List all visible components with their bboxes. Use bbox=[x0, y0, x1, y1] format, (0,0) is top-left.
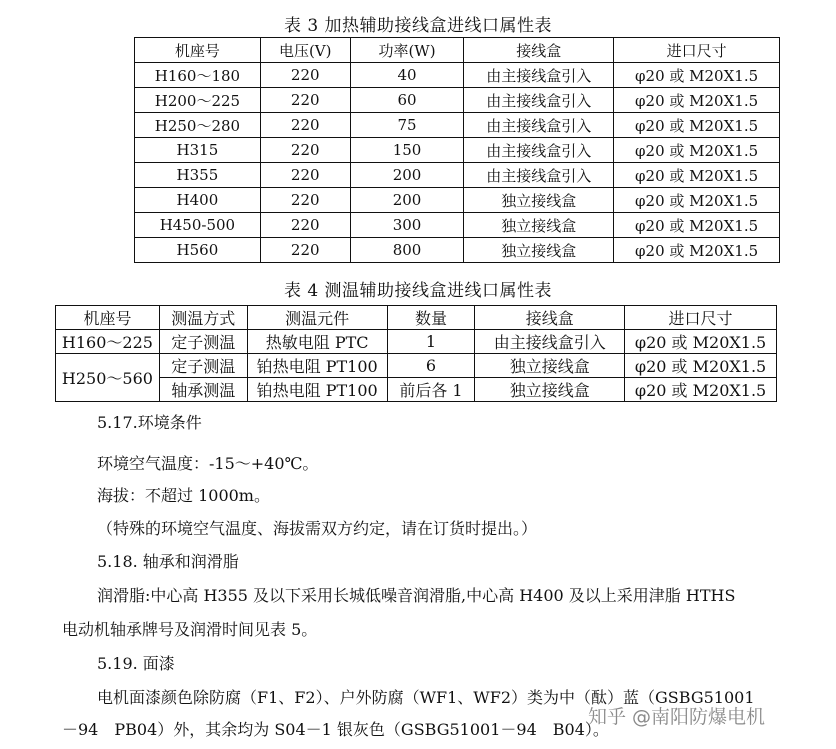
table-row bbox=[135, 213, 780, 238]
table-cell: 1 bbox=[387, 330, 475, 354]
table-cell: 前后各 1 bbox=[387, 378, 475, 402]
table-cell: 由主接线盒引入 bbox=[464, 113, 614, 138]
table-cell: φ20 或 M20X1.5 bbox=[625, 378, 777, 402]
watermark: 知乎 @南阳防爆电机 bbox=[588, 706, 766, 728]
t3-header-box: 接线盒 bbox=[464, 38, 614, 63]
t4-header-quantity: 数量 bbox=[387, 306, 475, 330]
table-cell: H160～180 bbox=[135, 63, 261, 88]
table-cell: 6 bbox=[387, 354, 475, 378]
table-cell: 200 bbox=[350, 188, 464, 213]
table3 bbox=[134, 37, 780, 263]
table-cell: H250～280 bbox=[135, 113, 261, 138]
table4 bbox=[55, 305, 777, 402]
table-cell: H315 bbox=[135, 138, 261, 163]
table-cell: 由主接线盒引入 bbox=[464, 88, 614, 113]
table-cell: φ20 或 M20X1.5 bbox=[614, 63, 780, 88]
table-cell: 由主接线盒引入 bbox=[464, 138, 614, 163]
table-cell: φ20 或 M20X1.5 bbox=[625, 330, 777, 354]
paint-paragraph-line2: －94 PB04）外，其余均为 S04－1 银灰色（GSBG51001－94 B04）。 bbox=[62, 720, 609, 739]
table-row bbox=[56, 354, 777, 378]
table-cell: 独立接线盒 bbox=[475, 378, 625, 402]
table-cell: 220 bbox=[260, 113, 350, 138]
table-cell: 热敏电阻 PTC bbox=[247, 330, 387, 354]
t3-header-frame: 机座号 bbox=[135, 38, 261, 63]
table-cell: 220 bbox=[260, 188, 350, 213]
t4-header-method: 测温方式 bbox=[159, 306, 247, 330]
grease-paragraph-line2: 电动机轴承牌号及润滑时间见表 5。 bbox=[62, 620, 318, 639]
section-5-19-heading: 5.19. 面漆 bbox=[97, 654, 175, 673]
t3-header-power: 功率(W) bbox=[350, 38, 464, 63]
table-cell: 由主接线盒引入 bbox=[475, 330, 625, 354]
table-cell: φ20 或 M20X1.5 bbox=[614, 163, 780, 188]
table-cell: 独立接线盒 bbox=[464, 238, 614, 263]
table-cell: φ20 或 M20X1.5 bbox=[614, 188, 780, 213]
table-cell: 220 bbox=[260, 63, 350, 88]
table-cell-merged-frame: H250～560 bbox=[56, 354, 160, 402]
table-cell: 60 bbox=[350, 88, 464, 113]
ambient-temperature: 环境空气温度：-15～+40℃。 bbox=[97, 454, 319, 473]
table-cell: 轴承测温 bbox=[159, 378, 247, 402]
table-cell: φ20 或 M20X1.5 bbox=[625, 354, 777, 378]
table-cell: 220 bbox=[260, 238, 350, 263]
t4-header-element: 测温元件 bbox=[247, 306, 387, 330]
table-row bbox=[135, 113, 780, 138]
table-cell: 300 bbox=[350, 213, 464, 238]
table3-caption: 表 3 加热辅助接线盒进线口属性表 bbox=[283, 16, 553, 36]
table-cell: φ20 或 M20X1.5 bbox=[614, 88, 780, 113]
table-cell: 铂热电阻 PT100 bbox=[247, 378, 387, 402]
table-cell: 800 bbox=[350, 238, 464, 263]
table-cell: φ20 或 M20X1.5 bbox=[614, 138, 780, 163]
table-cell: φ20 或 M20X1.5 bbox=[614, 238, 780, 263]
altitude: 海拔：不超过 1000m。 bbox=[97, 486, 270, 505]
table-cell: 220 bbox=[260, 213, 350, 238]
table-cell: H450-500 bbox=[135, 213, 261, 238]
table-row bbox=[135, 188, 780, 213]
table-cell: 75 bbox=[350, 113, 464, 138]
table-row bbox=[135, 138, 780, 163]
table-cell: H355 bbox=[135, 163, 261, 188]
section-5-17-heading: 5.17.环境条件 bbox=[97, 413, 202, 432]
table-cell: 独立接线盒 bbox=[464, 188, 614, 213]
paint-paragraph-line1: 电机面漆颜色除防腐（F1、F2）、户外防腐（WF1、WF2）类为中（酞）蓝（GSBG51001 bbox=[97, 688, 755, 707]
table-row bbox=[56, 378, 777, 402]
t3-header-voltage: 电压(V) bbox=[260, 38, 350, 63]
table-cell: φ20 或 M20X1.5 bbox=[614, 113, 780, 138]
table-cell: 220 bbox=[260, 88, 350, 113]
table-cell: H200～225 bbox=[135, 88, 261, 113]
t4-header-box: 接线盒 bbox=[475, 306, 625, 330]
table-cell: H400 bbox=[135, 188, 261, 213]
table-cell: 独立接线盒 bbox=[464, 213, 614, 238]
table-cell: 定子测温 bbox=[159, 354, 247, 378]
table-row bbox=[56, 330, 777, 354]
t4-header-frame: 机座号 bbox=[56, 306, 160, 330]
table-row bbox=[135, 88, 780, 113]
table-cell: 150 bbox=[350, 138, 464, 163]
table-row bbox=[135, 238, 780, 263]
table-row bbox=[135, 163, 780, 188]
table-cell: 220 bbox=[260, 138, 350, 163]
table4-caption: 表 4 测温辅助接线盒进线口属性表 bbox=[283, 281, 553, 301]
table-cell: 200 bbox=[350, 163, 464, 188]
table-row bbox=[135, 63, 780, 88]
section-5-18-heading: 5.18. 轴承和润滑脂 bbox=[97, 552, 239, 571]
table-cell: 40 bbox=[350, 63, 464, 88]
table-cell: 铂热电阻 PT100 bbox=[247, 354, 387, 378]
t4-header-size: 进口尺寸 bbox=[625, 306, 777, 330]
table3-header-row bbox=[135, 38, 780, 63]
table4-header-row bbox=[56, 306, 777, 330]
table-cell: 220 bbox=[260, 163, 350, 188]
grease-paragraph-line1: 润滑脂:中心高 H355 及以下采用长城低噪音润滑脂,中心高 H400 及以上采用津脂 HTHS bbox=[97, 586, 736, 605]
special-conditions-note: （特殊的环境空气温度、海拔需双方约定，请在订货时提出。） bbox=[97, 519, 538, 538]
table-cell: 独立接线盒 bbox=[475, 354, 625, 378]
table-cell: φ20 或 M20X1.5 bbox=[614, 213, 780, 238]
table-cell: 由主接线盒引入 bbox=[464, 63, 614, 88]
table-cell: 由主接线盒引入 bbox=[464, 163, 614, 188]
table-cell: 定子测温 bbox=[159, 330, 247, 354]
table-cell: H560 bbox=[135, 238, 261, 263]
table-cell: H160～225 bbox=[56, 330, 160, 354]
t3-header-size: 进口尺寸 bbox=[614, 38, 780, 63]
